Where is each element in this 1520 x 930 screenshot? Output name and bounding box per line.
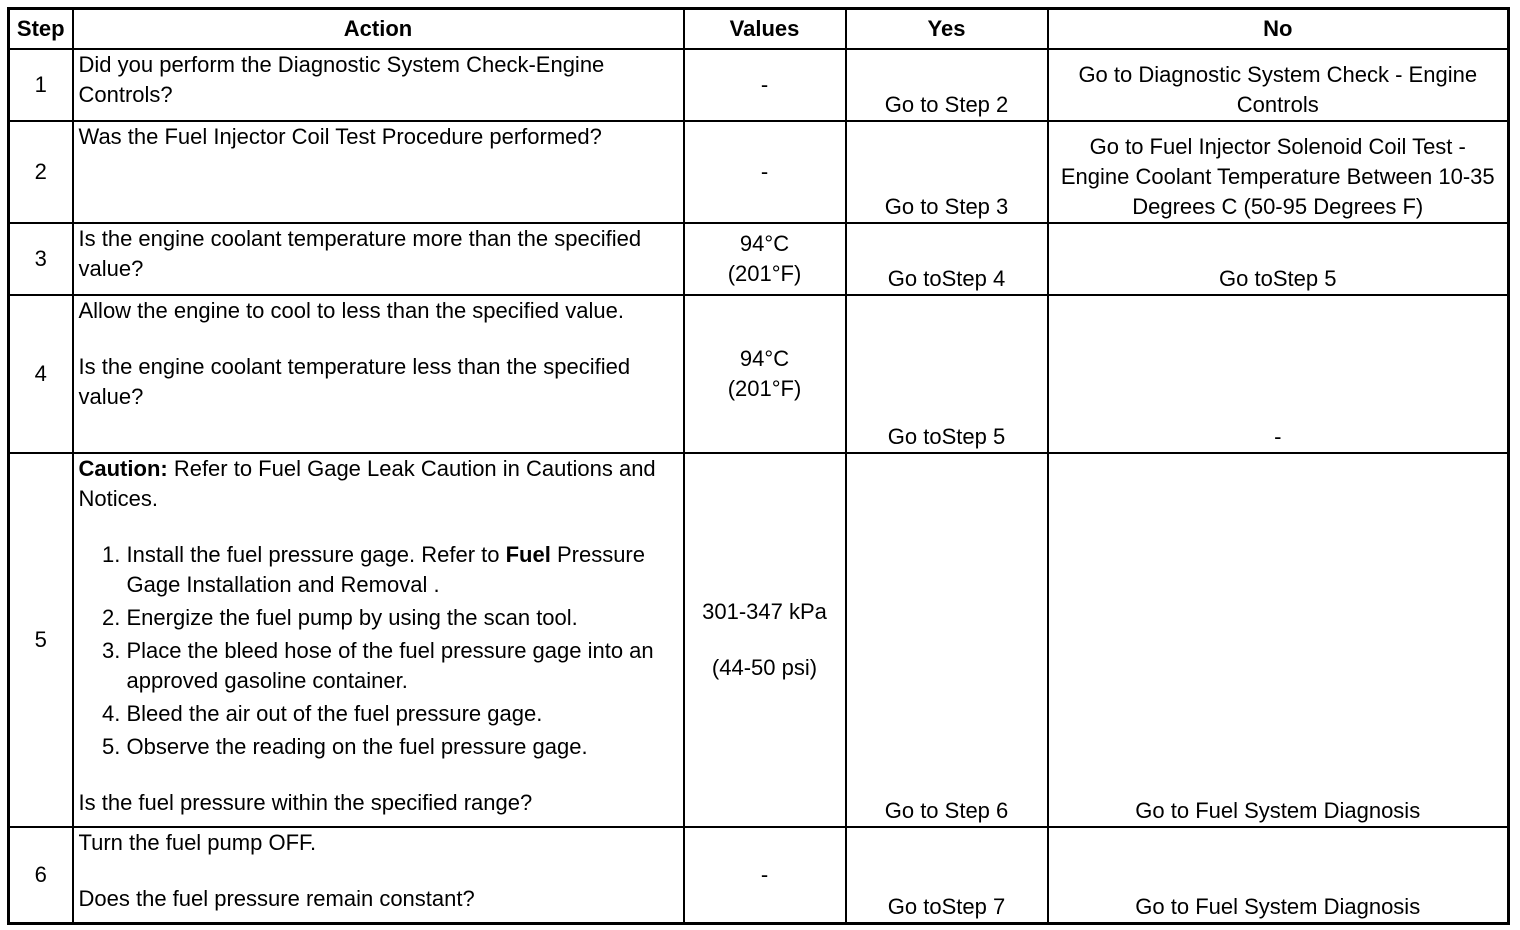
- diagnostic-table: [7, 7, 1510, 925]
- list-item: 5. Observe the reading on the fuel pressure gage.: [127, 732, 678, 762]
- list-item: 4. Bleed the air out of the fuel pressure gage.: [127, 699, 678, 729]
- value-text: (44-50 psi): [711, 655, 818, 680]
- values-cell: [684, 827, 846, 923]
- action-question: Is the fuel pressure within the specified range?: [78, 790, 533, 815]
- caution-note: [79, 454, 678, 514]
- yes-cell: Go toStep 4: [846, 223, 1048, 295]
- value-text: (201°F): [727, 261, 802, 286]
- header-row: [9, 9, 1509, 50]
- value-text: -: [760, 861, 769, 887]
- header-action: Action: [73, 9, 684, 50]
- yes-cell: Go toStep 7: [846, 827, 1048, 923]
- table-row: [9, 295, 1509, 453]
- yes-cell: Go to Step 2: [846, 49, 1048, 121]
- value-text: 94°C: [739, 231, 790, 256]
- caution-label: Caution:: [78, 456, 168, 481]
- action-text: Is the engine coolant temperature more than the specified value?: [78, 226, 642, 281]
- header-yes: Yes: [846, 9, 1048, 50]
- list-item: 3. Place the bleed hose of the fuel pressure gage into an approved gasoline container.: [127, 636, 678, 696]
- action-text: Did you perform the Diagnostic System Check-Engine Controls?: [78, 52, 605, 107]
- value-text: (201°F): [727, 376, 802, 401]
- values-cell: [684, 223, 846, 295]
- list-item: 2. Energize the fuel pump by using the scan tool.: [127, 603, 678, 633]
- no-cell: -: [1048, 295, 1509, 453]
- procedure-list: [79, 540, 678, 762]
- step-number: 2: [9, 121, 73, 223]
- action-cell: [73, 49, 684, 121]
- value-text: 94°C: [739, 346, 790, 371]
- no-cell: Go toStep 5: [1048, 223, 1509, 295]
- header-values: Values: [684, 9, 846, 50]
- action-question: Does the fuel pressure remain constant?: [78, 886, 475, 911]
- table-row: [9, 453, 1509, 827]
- yes-cell: Go toStep 5: [846, 295, 1048, 453]
- action-cell: [73, 121, 684, 223]
- values-cell: [684, 49, 846, 121]
- action-question: Is the engine coolant temperature less than the specified value?: [78, 354, 631, 409]
- values-cell: [684, 121, 846, 223]
- step-number: 6: [9, 827, 73, 923]
- yes-cell: Go to Step 6: [846, 453, 1048, 827]
- action-cell: [73, 223, 684, 295]
- action-cell: [73, 827, 684, 923]
- step-number: 4: [9, 295, 73, 453]
- value-text: -: [760, 159, 769, 184]
- table-row: [9, 49, 1509, 121]
- action-text: Turn the fuel pump OFF.: [78, 830, 317, 855]
- no-cell: Go to Diagnostic System Check - Engine Controls: [1048, 49, 1509, 121]
- action-cell: [73, 453, 684, 827]
- header-no: No: [1048, 9, 1509, 50]
- step-number: 1: [9, 49, 73, 121]
- table-row: [9, 827, 1509, 923]
- no-cell: Go to Fuel System Diagnosis: [1048, 827, 1509, 923]
- values-cell: [684, 295, 846, 453]
- no-cell: Go to Fuel Injector Solenoid Coil Test - Engine Coolant Temperature Between 10-35 Degrees C (50-95 Degrees F): [1048, 121, 1509, 223]
- values-cell: [684, 453, 846, 827]
- action-cell: [73, 295, 684, 453]
- header-step: Step: [9, 9, 73, 50]
- value-text: -: [760, 72, 769, 97]
- no-cell: Go to Fuel System Diagnosis: [1048, 453, 1509, 827]
- action-text: Was the Fuel Injector Coil Test Procedure performed?: [78, 124, 602, 149]
- step-number: 3: [9, 223, 73, 295]
- step-number: 5: [9, 453, 73, 827]
- table-row: [9, 223, 1509, 295]
- table-row: [9, 121, 1509, 223]
- action-text: Allow the engine to cool to less than the specified value.: [78, 298, 624, 323]
- value-text: 301-347 kPa: [702, 599, 827, 624]
- caution-text: Refer to Fuel Gage Leak Caution in Cautions and Notices.: [78, 456, 656, 511]
- list-item: 1. Install the fuel pressure gage. Refer to Fuel Pressure Gage Installation and Removal .: [127, 540, 678, 600]
- yes-cell: Go to Step 3: [846, 121, 1048, 223]
